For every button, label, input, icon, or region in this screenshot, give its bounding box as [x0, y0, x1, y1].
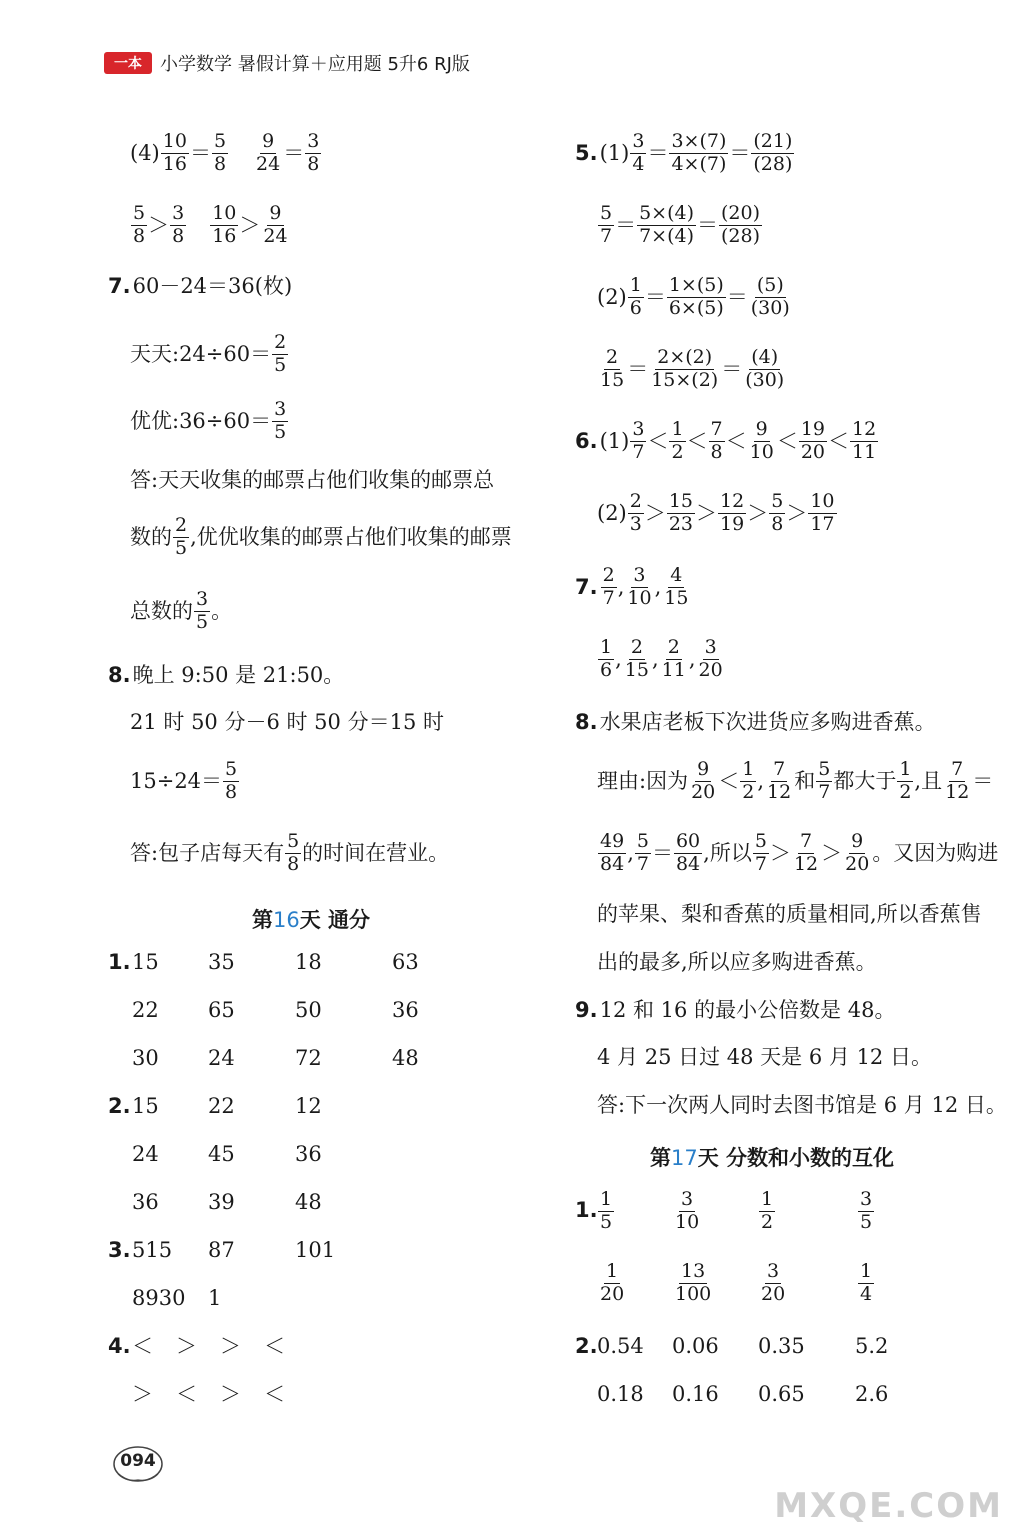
fraction: $\frac{1\times(5)}{6\times(5)}$	[668, 274, 724, 319]
fraction: $\frac{5}{7}$	[754, 830, 767, 875]
question-number: 1.	[108, 950, 131, 974]
answer-cell: 24	[132, 1142, 159, 1166]
fraction: $\frac{3}{5}$	[860, 1188, 873, 1233]
page-number-badge	[112, 1440, 164, 1484]
q7-list: 7. $\frac{2}{7}$ , $\frac{3}{10}$ , $\frac{4}{15}$	[575, 564, 689, 609]
answer-cell: 24	[208, 1046, 235, 1070]
fraction: $\frac{2}{11}$	[661, 636, 686, 681]
fraction: $\frac{7}{12}$	[945, 758, 970, 803]
question-number: 1.	[575, 1198, 598, 1222]
answer-cell: 36	[295, 1142, 322, 1166]
answer-cell: 0.65	[758, 1382, 805, 1406]
r-q8-line2: 理由:因为 $\frac{9}{20}$ ＜ $\frac{1}{2}$ , $\frac{7}{12}$ 和 $\frac{5}{7}$ 都大于 $\frac{1}{2}$ ,且 $\frac{7}{12}$ ＝	[597, 758, 994, 803]
answer-cell	[597, 1190, 615, 1233]
answer-cell: 65	[208, 998, 235, 1022]
fraction: $\frac{2}{15}$	[600, 346, 625, 391]
answer-cell	[597, 1262, 627, 1305]
fraction: $\frac{60}{84}$	[675, 830, 701, 875]
fraction: $\frac{3}{10}$	[627, 564, 652, 609]
answer-cell: 18	[295, 950, 322, 974]
fraction: $\frac{12}{19}$	[720, 490, 745, 535]
answer-cell: 0.18	[597, 1382, 644, 1406]
fraction: $\frac{5}{7}$	[818, 758, 831, 803]
fraction: $\frac{1}{2}$	[671, 418, 684, 463]
fraction: $\frac{(20)}{(28)}$	[721, 202, 761, 247]
fraction: $\frac{3}{7}$	[632, 418, 645, 463]
fraction: $\frac{1}{2}$	[742, 758, 755, 803]
answer-cell: 63	[392, 950, 419, 974]
fraction: $\frac{13}{100}$	[675, 1260, 712, 1305]
question-number: 2.	[108, 1094, 131, 1118]
answer-cell	[758, 1190, 776, 1233]
day16-title: 第16天 通分	[252, 908, 371, 932]
q7-list: $\frac{1}{6}$ , $\frac{2}{15}$ , $\frac{2}{11}$ , $\frac{3}{20}$	[600, 636, 723, 681]
r-q9-line3: 答:下一次两人同时去图书馆是 6 月 12 日。	[597, 1093, 1007, 1117]
fraction: $\frac{3}{4}$	[632, 130, 645, 175]
q5-equation: $\frac{2}{15}$ ＝ $\frac{2\times(2)}{15\times(2)}$ ＝ $\frac{(4)}{(30)}$	[600, 346, 785, 391]
fraction: $\frac{5}{7}$	[600, 202, 613, 247]
fraction: $\frac{10}{17}$	[810, 490, 835, 535]
answer-cell: 36	[392, 998, 419, 1022]
answer-cell: 39	[208, 1190, 235, 1214]
answer-cell: 48	[392, 1046, 419, 1070]
fraction: $\frac{(21)}{(28)}$	[753, 130, 793, 175]
fraction: $\frac{3}{10}$	[675, 1188, 700, 1233]
answer-cell: 48	[295, 1190, 322, 1214]
fraction: $\frac{7}{12}$	[767, 758, 792, 803]
answer-cell: 515	[132, 1238, 173, 1262]
question-number: 4.	[108, 1334, 131, 1358]
fraction: $\frac{3}{20}$	[761, 1260, 786, 1305]
fraction: $\frac{5\times(4)}{7\times(4)}$	[639, 202, 695, 247]
fraction: $\frac{2\times(2)}{15\times(2)}$	[651, 346, 719, 391]
question-number: 2.	[575, 1334, 598, 1358]
fraction: $\frac{4}{15}$	[664, 564, 689, 609]
page-number: 094	[120, 1451, 156, 1471]
fraction: $\frac{2}{15}$	[624, 636, 649, 681]
fraction: $\frac{(4)}{(30)}$	[745, 346, 785, 391]
book-title: 小学数学 暑假计算＋应用题 5升6 RJ版	[160, 54, 470, 75]
answer-cell: 2.6	[855, 1382, 889, 1406]
q6-part4-line2: $\frac{5}{8}$ ＞ $\frac{3}{8}$ $\frac{10}{16}$ ＞ $\frac{9}{24}$	[133, 202, 288, 247]
watermark: MXQE.COM	[774, 1486, 1003, 1526]
q8-line2: 21 时 50 分－6 时 50 分＝15 时	[130, 710, 444, 734]
answer-cell: 1	[208, 1286, 222, 1310]
q7-line1: 7. 60－24＝36(枚)	[108, 274, 293, 298]
q7-tiantian: 天天:24÷60＝ $\frac{2}{5}$	[130, 331, 287, 376]
fraction: $\frac{7}{12}$	[793, 830, 819, 875]
answer-cell: 101	[295, 1238, 336, 1262]
answer-cell: 50	[295, 998, 322, 1022]
answer-cell	[857, 1190, 875, 1233]
r-q8-line4: 的苹果、梨和香蕉的质量相同,所以香蕉售	[597, 902, 982, 926]
answer-cell: 87	[208, 1238, 235, 1262]
q6-chain: 6. (1) $\frac{3}{7}$ ＜ $\frac{1}{2}$ ＜ $\frac{7}{8}$ ＜ $\frac{9}{10}$ ＜ $\frac{19}{20}$ ＜ $\frac{12}{11}$	[575, 418, 877, 463]
answer-cell: 0.16	[672, 1382, 719, 1406]
fraction: $\frac{2}{3}$	[629, 490, 642, 535]
fraction: $\frac{3\times(7)}{4\times(7)}$	[671, 130, 727, 175]
answer-cell: 0.35	[758, 1334, 805, 1358]
answer-cell: ＞	[220, 1334, 241, 1358]
answer-cell: 5.2	[855, 1334, 889, 1358]
answer-cell: ＜	[264, 1334, 285, 1358]
answer-cell: ＜	[264, 1382, 285, 1406]
q6-chain: (2) $\frac{2}{3}$ ＞ $\frac{15}{23}$ ＞ $\frac{12}{19}$ ＞ $\frac{5}{8}$ ＞ $\frac{10}{17}$	[597, 490, 835, 535]
q6-part4-line1: (4) $\frac{10}{16}$ ＝ $\frac{5}{8}$ $\frac{9}{24}$ ＝ $\frac{3}{8}$	[130, 130, 320, 175]
fraction: $\frac{49}{84}$	[600, 830, 625, 875]
brand-logo: 一本	[104, 52, 152, 74]
fraction: $\frac{(5)}{(30)}$	[750, 274, 790, 319]
fraction: $\frac{7}{8}$	[710, 418, 723, 463]
fraction: $\frac{9}{20}$	[691, 758, 716, 803]
fraction: $\frac{1}{2}$	[899, 758, 912, 803]
fraction: $\frac{12}{11}$	[852, 418, 877, 463]
fraction: $\frac{1}{6}$	[629, 274, 642, 319]
answer-cell: ＞	[132, 1382, 153, 1406]
answer-cell	[758, 1262, 788, 1305]
q8-answer: 答:包子店每天有 $\frac{5}{8}$ 的时间在营业。	[130, 830, 450, 875]
answer-cell: 30	[132, 1046, 159, 1070]
fraction: $\frac{5}{7}$	[636, 830, 649, 875]
r-q8-line3: $\frac{49}{84}$ , $\frac{5}{7}$ ＝ $\frac{60}{84}$ ,所以 $\frac{5}{7}$ ＞ $\frac{7}{12}$ ＞ $\frac{9}{20}$ 。又因为购进	[600, 830, 999, 875]
answer-cell: 36	[132, 1190, 159, 1214]
answer-cell: 45	[208, 1142, 235, 1166]
fraction: $\frac{1}{6}$	[600, 636, 613, 681]
answer-cell: 22	[132, 998, 159, 1022]
q8-line1: 8. 晚上 9:50 是 21:50。	[108, 663, 345, 687]
answer-cell: 22	[208, 1094, 235, 1118]
answer-cell: 15	[132, 1094, 159, 1118]
fraction: $\frac{1}{4}$	[860, 1260, 873, 1305]
question-number: 3.	[108, 1238, 131, 1262]
answer-cell	[857, 1262, 875, 1305]
q7-answer-line1: 答:天天收集的邮票占他们收集的邮票总	[130, 468, 495, 492]
q7-youyou: 优优:36÷60＝ $\frac{3}{5}$	[130, 398, 287, 443]
fraction: $\frac{1}{5}$	[600, 1188, 613, 1233]
q8-line3: 15÷24＝ $\frac{5}{8}$	[130, 758, 238, 803]
q7-answer-line2: 数的 $\frac{2}{5}$ ,优优收集的邮票占他们收集的邮票	[130, 514, 512, 559]
answer-cell: ＜	[132, 1334, 153, 1358]
answer-cell: 0.54	[597, 1334, 644, 1358]
fraction: $\frac{9}{10}$	[749, 418, 774, 463]
fraction: $\frac{2}{7}$	[602, 564, 615, 609]
answer-cell	[672, 1262, 714, 1305]
fraction: $\frac{1}{2}$	[761, 1188, 774, 1233]
fraction: $\frac{19}{20}$	[800, 418, 825, 463]
answer-cell: ＜	[176, 1382, 197, 1406]
answer-cell: 12	[295, 1094, 322, 1118]
day17-title: 第17天 分数和小数的互化	[650, 1146, 895, 1170]
fraction: $\frac{1}{20}$	[600, 1260, 625, 1305]
answer-cell: 15	[132, 950, 159, 974]
r-q9-line2: 4 月 25 日过 48 天是 6 月 12 日。	[597, 1045, 932, 1069]
q5-equation: $\frac{5}{7}$ ＝ $\frac{5\times(4)}{7\times(4)}$ ＝ $\frac{(20)}{(28)}$	[600, 202, 761, 247]
q5-equation: 5. (1) $\frac{3}{4}$ ＝ $\frac{3\times(7)}{4\times(7)}$ ＝ $\frac{(21)}{(28)}$	[575, 130, 793, 175]
answer-cell: 8930	[132, 1286, 186, 1310]
fraction: $\frac{3}{20}$	[698, 636, 723, 681]
fraction: $\frac{9}{20}$	[845, 830, 870, 875]
q7-answer-line3: 总数的 $\frac{3}{5}$ 。	[130, 588, 233, 633]
answer-cell: 0.06	[672, 1334, 719, 1358]
fraction: $\frac{5}{8}$	[771, 490, 784, 535]
r-q9-line1: 9. 12 和 16 的最小公倍数是 48。	[575, 998, 896, 1022]
q5-equation: (2) $\frac{1}{6}$ ＝ $\frac{1\times(5)}{6\times(5)}$ ＝ $\frac{(5)}{(30)}$	[597, 274, 790, 319]
r-q8-line1: 8. 水果店老板下次进货应多购进香蕉。	[575, 710, 936, 734]
fraction: $\frac{15}{23}$	[668, 490, 694, 535]
answer-cell: 72	[295, 1046, 322, 1070]
answer-cell: ＞	[220, 1382, 241, 1406]
answer-cell: 35	[208, 950, 235, 974]
answer-cell: ＞	[176, 1334, 197, 1358]
answer-cell	[672, 1190, 702, 1233]
r-q8-line5: 出的最多,所以应多购进香蕉。	[597, 950, 877, 974]
